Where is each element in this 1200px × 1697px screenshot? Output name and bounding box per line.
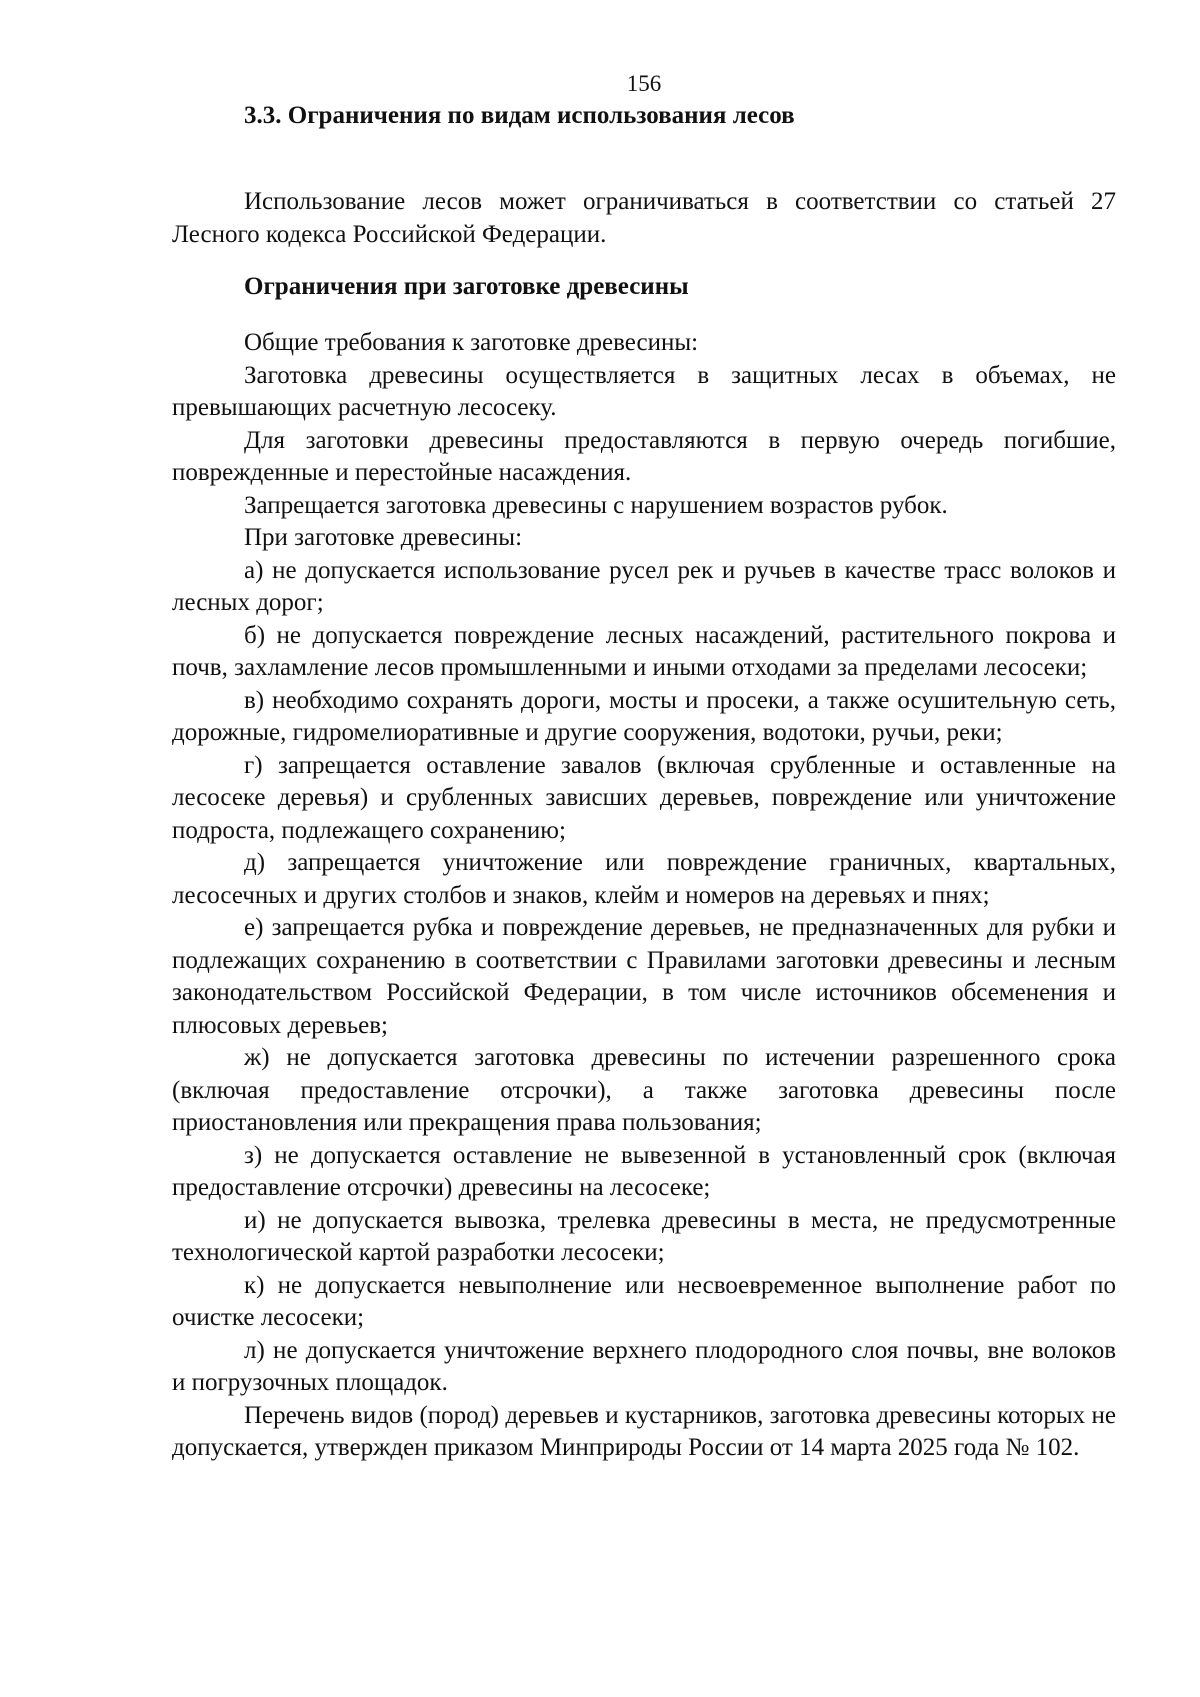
paragraph-species-list-order: Перечень видов (пород) деревьев и кустарников, заготовка древесины которых не допускается, утвержден приказом Минприроды России от 14 марта 2025 года № 102. xyxy=(172,1401,1116,1461)
list-item-v: в) необходимо сохранять дороги, мосты и просеки, а также осушительную сеть, дорожные, гидромелиоративные и другие сооружения, водотоки, ручьи, реки; xyxy=(172,686,1116,746)
list-item-a: а) не допускается использование русел рек и ручьев в качестве трасс волоков и лесных дорог; xyxy=(172,556,1116,616)
list-item-e: е) запрещается рубка и повреждение деревьев, не предназначенных для рубки и подлежащих сохранению в соответствии с Правилами заготовки древесины и лесным законодательством Российской Федерации, в том числе источников обсеменения и плюсовых деревьев; xyxy=(172,914,1116,1039)
section-title: 3.3. Ограничения по видам использования лесов xyxy=(244,102,795,129)
paragraph-when-harvesting: При заготовке древесины: xyxy=(244,524,523,551)
paragraph-general-requirements: Общие требования к заготовке древесины: xyxy=(244,329,699,356)
subheading-timber-harvesting: Ограничения при заготовке древесины xyxy=(244,273,689,300)
list-item-b: б) не допускается повреждение лесных насаждений, растительного покрова и почв, захламление лесов промышленными и иными отходами за пределами лесосеки; xyxy=(172,621,1116,681)
list-item-l: л) не допускается уничтожение верхнего плодородного слоя почвы, вне волоков и погрузочных площадок. xyxy=(172,1336,1116,1396)
list-item-zh: ж) не допускается заготовка древесины по истечении разрешенного срока (включая предоставление отсрочки), а также заготовка древесины после приостановления или прекращения права пользования; xyxy=(172,1044,1116,1136)
paragraph-protective-forests: Заготовка древесины осуществляется в защитных лесах в объемах, не превышающих расчетную лесосеку. xyxy=(172,361,1116,421)
list-item-d: д) запрещается уничтожение или повреждение граничных, квартальных, лесосечных и других столбов и знаков, клейм и номеров на деревьях и пнях; xyxy=(172,849,1116,909)
document-page xyxy=(172,68,1116,1465)
paragraph-cutting-age: Запрещается заготовка древесины с нарушением возрастов рубок. xyxy=(244,491,948,519)
page-number: 156 xyxy=(626,71,662,96)
list-item-k: к) не допускается невыполнение или несвоевременное выполнение работ по очистке лесосеки; xyxy=(172,1271,1116,1331)
paragraph-dead-stands-priority: Для заготовки древесины предоставляются в первую очередь погибшие, поврежденные и перестойные насаждения. xyxy=(172,426,1116,486)
list-item-z: з) не допускается оставление не вывезенной в установленный срок (включая предоставление отсрочки) древесины на лесосеке; xyxy=(172,1141,1116,1201)
list-item-g: г) запрещается оставление завалов (включая срубленные и оставленные на лесосеке деревья) и срубленных зависших деревьев, повреждение или уничтожение подроста, подлежащего сохранению; xyxy=(172,751,1116,844)
list-item-i: и) не допускается вывозка, трелевка древесины в места, не предусмотренные технологической картой разработки лесосеки; xyxy=(172,1206,1116,1266)
intro-paragraph: Использование лесов может ограничиваться в соответствии со статьей 27 Лесного кодекса Российской Федерации. xyxy=(172,188,1116,248)
